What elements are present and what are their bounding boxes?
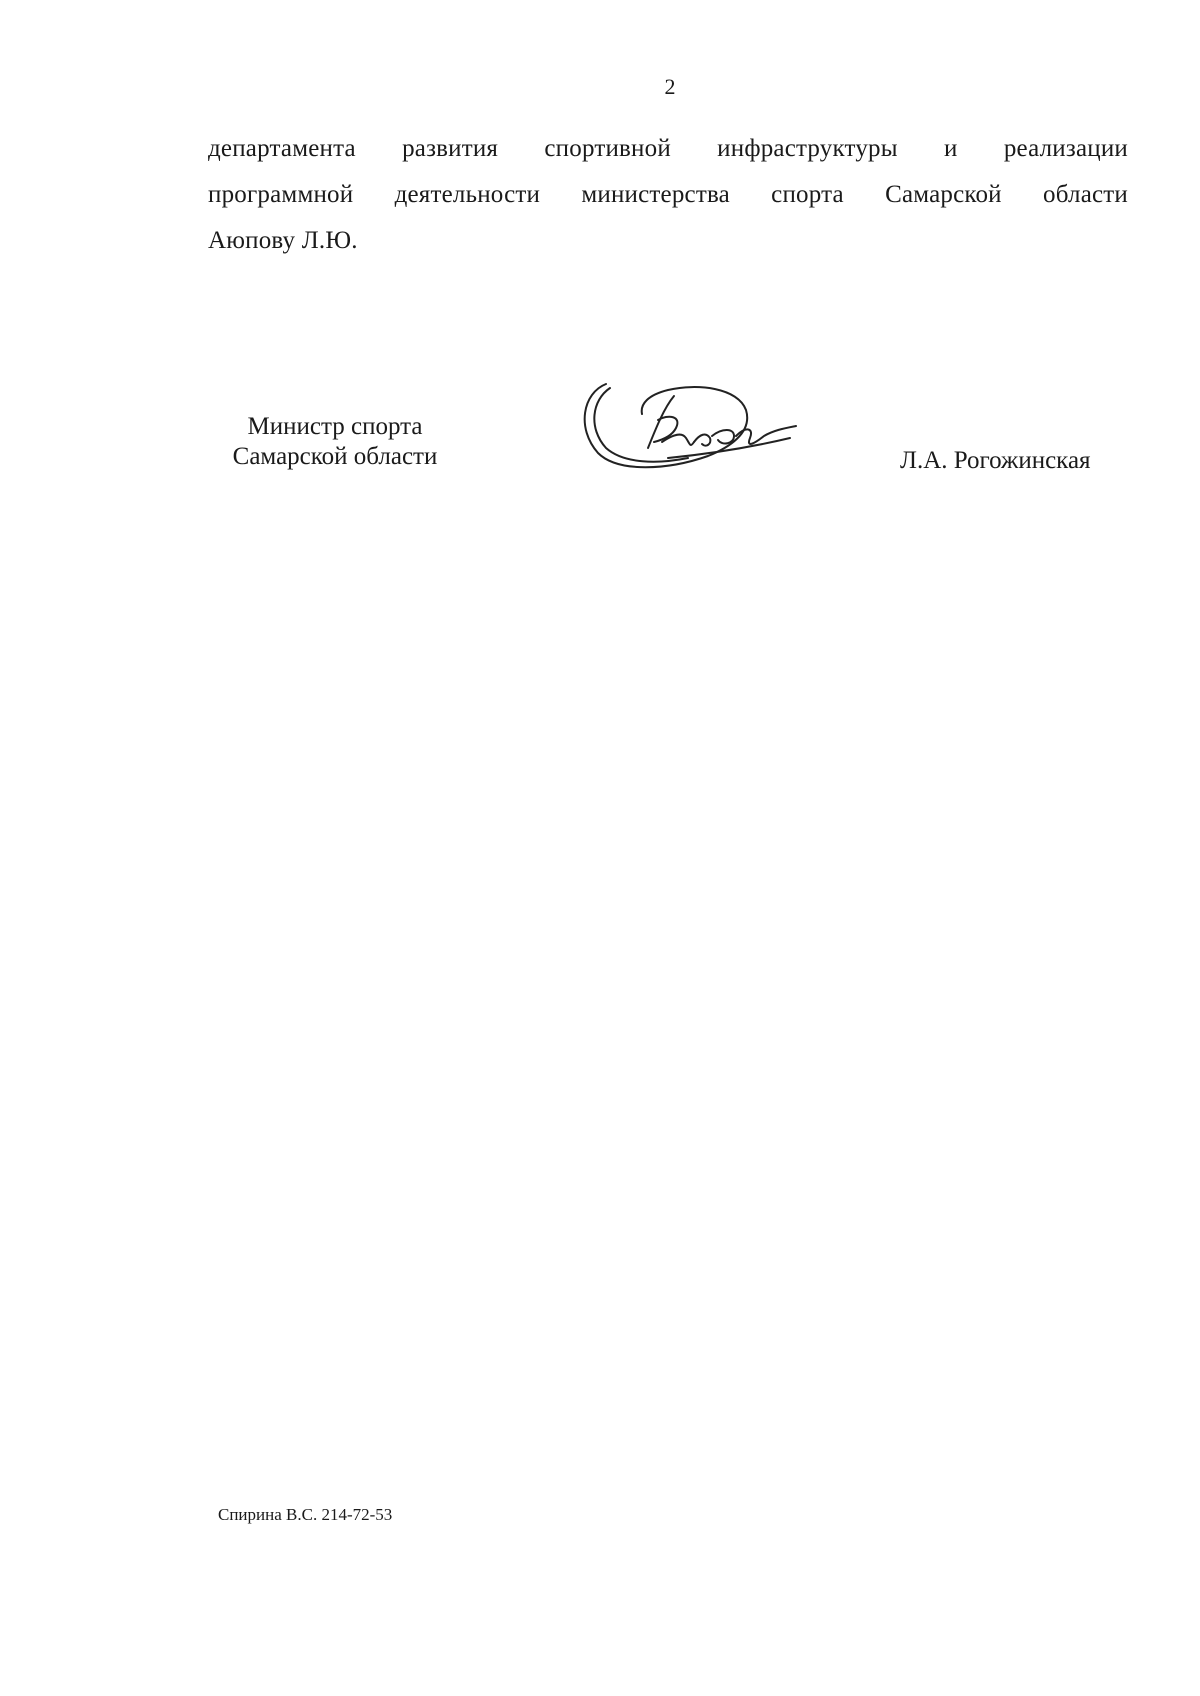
signatory-title-line: Министр спорта	[247, 413, 423, 440]
page-number: 2	[664, 74, 676, 99]
signatory-title	[210, 412, 460, 472]
body-line: программной деятельности министерства спорта Самарской области	[208, 181, 1128, 208]
handwritten-signature	[578, 378, 808, 478]
body-paragraph	[208, 126, 1128, 264]
executor-contact: Спирина В.С. 214-72-53	[218, 1505, 393, 1524]
signatory-name: Л.А. Рогожинская	[900, 447, 1091, 474]
body-line: департамента развития спортивной инфраструктуры и реализации	[208, 135, 1128, 162]
body-line: Аюпову Л.Ю.	[208, 227, 358, 254]
signatory-title-line: Самарской области	[232, 443, 438, 470]
